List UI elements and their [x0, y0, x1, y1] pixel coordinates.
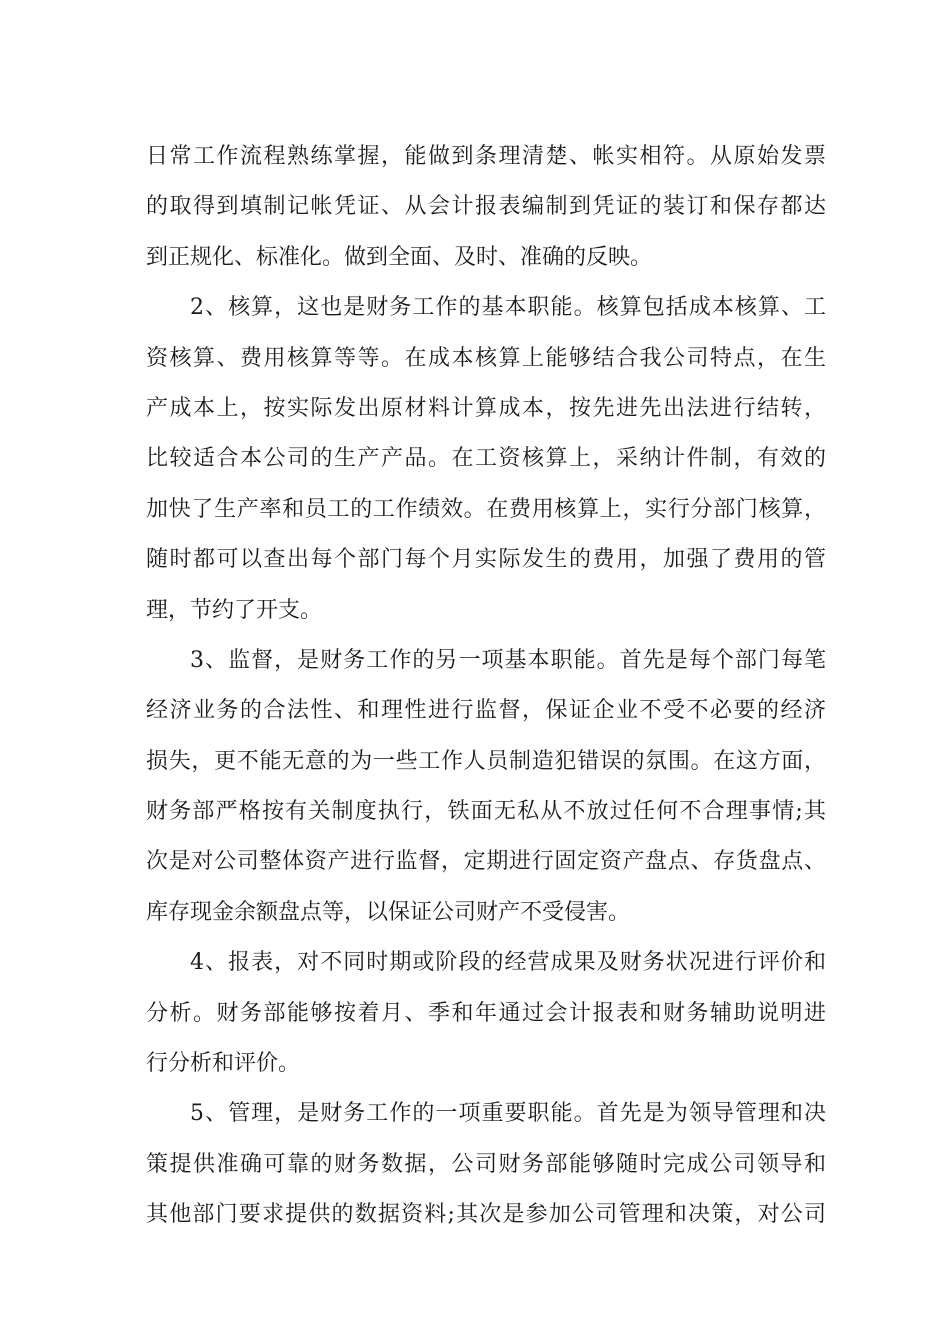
- text-line: 产成本上，按实际发出原材料计算成本，按先进先出法进行结转，: [146, 395, 826, 421]
- text-line: 库存现金余额盘点等，以保证公司财产不受侵害。: [146, 899, 631, 925]
- text-line: 分析。财务部能够按着月、季和年通过会计报表和财务辅助说明进: [146, 1000, 826, 1026]
- document-body: [146, 132, 826, 1241]
- text-line: 的取得到填制记帐凭证、从会计报表编制到凭证的装订和保存都达: [146, 194, 826, 220]
- paragraph-start-line: 2、核算，这也是财务工作的基本职能。核算包括成本核算、工: [190, 295, 826, 321]
- text-line: 随时都可以查出每个部门每个月实际发生的费用，加强了费用的管: [146, 547, 826, 573]
- text-line: 策提供准确可靠的财务数据，公司财务部能够随时完成公司领导和: [146, 1151, 826, 1177]
- text-line: 加快了生产率和员工的工作绩效。在费用核算上，实行分部门核算，: [146, 496, 826, 522]
- text-line: 理，节约了开支。: [146, 597, 323, 623]
- text-line: 比较适合本公司的生产产品。在工资核算上，采纳计件制，有效的: [146, 446, 826, 472]
- text-line: 其他部门要求提供的数据资料;其次是参加公司管理和决策，对公司: [146, 1202, 826, 1228]
- text-line: 到正规化、标准化。做到全面、及时、准确的反映。: [146, 244, 653, 270]
- text-line: 行分析和评价。: [146, 1051, 301, 1077]
- paragraph-start-line: 3、监督，是财务工作的另一项基本职能。首先是每个部门每笔: [190, 647, 826, 673]
- text-line: 财务部严格按有关制度执行，铁面无私从不放过任何不合理事情;其: [146, 799, 826, 825]
- text-line: 经济业务的合法性、和理性进行监督，保证企业不受不必要的经济: [146, 698, 826, 724]
- text-line: 日常工作流程熟练掌握，能做到条理清楚、帐实相符。从原始发票: [146, 144, 826, 169]
- text-line: 次是对公司整体资产进行监督，定期进行固定资产盘点、存货盘点、: [146, 849, 826, 875]
- text-line: 资核算、费用核算等等。在成本核算上能够结合我公司特点，在生: [146, 345, 826, 371]
- paragraph-start-line: 4、报表，对不同时期或阶段的经营成果及财务状况进行评价和: [190, 950, 826, 976]
- paragraph-start-line: 5、管理，是财务工作的一项重要职能。首先是为领导管理和决: [190, 1101, 826, 1127]
- text-line: 损失，更不能无意的为一些工作人员制造犯错误的氛围。在这方面，: [146, 748, 826, 774]
